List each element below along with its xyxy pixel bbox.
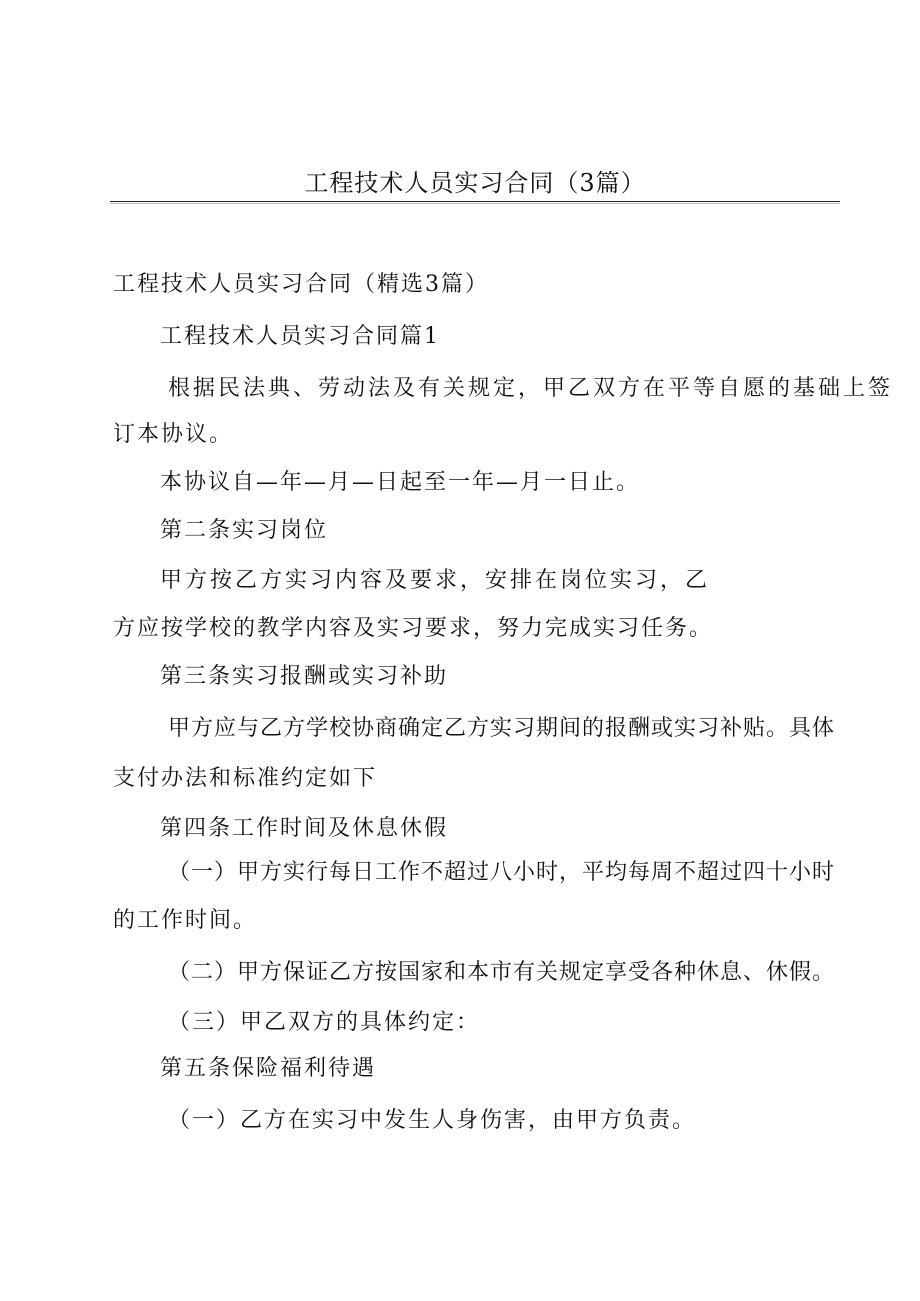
paragraph-line: （三）甲乙双方的具体约定：	[168, 1010, 481, 1035]
section-heading: 第四条工作时间及休息休假	[160, 816, 449, 841]
paragraph-line: 本协议自—年—月—日起至一年—月一日止。	[160, 470, 641, 495]
title-rule	[110, 201, 840, 204]
paragraph-line: （二）甲方保证乙方按国家和本市有关规定享受各种休息、休假。	[168, 960, 836, 985]
paragraph-line: 支付办法和标准约定如下	[113, 766, 378, 791]
section-heading: 第五条保险福利待遇	[160, 1056, 377, 1081]
paragraph-line: 甲方应与乙方学校协商确定乙方实习期间的报酬或实习补贴。具体	[168, 716, 836, 741]
section-heading: 第三条实习报酬或实习补助	[160, 664, 449, 689]
paragraph-line: （一）乙方在实习中发生人身伤害，由甲方负责。	[168, 1108, 697, 1133]
paragraph-line: 的工作时间。	[113, 908, 258, 933]
paragraph-line: 方应按学校的教学内容及实习要求，努力完成实习任务。	[113, 616, 714, 641]
paragraph-line: （一）甲方实行每日工作不超过八小时，平均每周不超过四十小时	[168, 860, 836, 885]
document-title: 工程技术人员实习合同（3篇）	[304, 169, 646, 197]
section-heading: 工程技术人员实习合同篇1	[160, 324, 440, 349]
subtitle-line: 工程技术人员实习合同（精选3篇）	[113, 272, 489, 297]
paragraph-line: 根据民法典、劳动法及有关规定，甲乙双方在平等自愿的基础上签	[168, 376, 894, 401]
section-heading: 第二条实习岗位	[160, 518, 329, 543]
paragraph-line: 订本协议。	[113, 422, 234, 447]
paragraph-line: 甲方按乙方实习内容及要求，安排在岗位实习，乙	[160, 568, 711, 593]
